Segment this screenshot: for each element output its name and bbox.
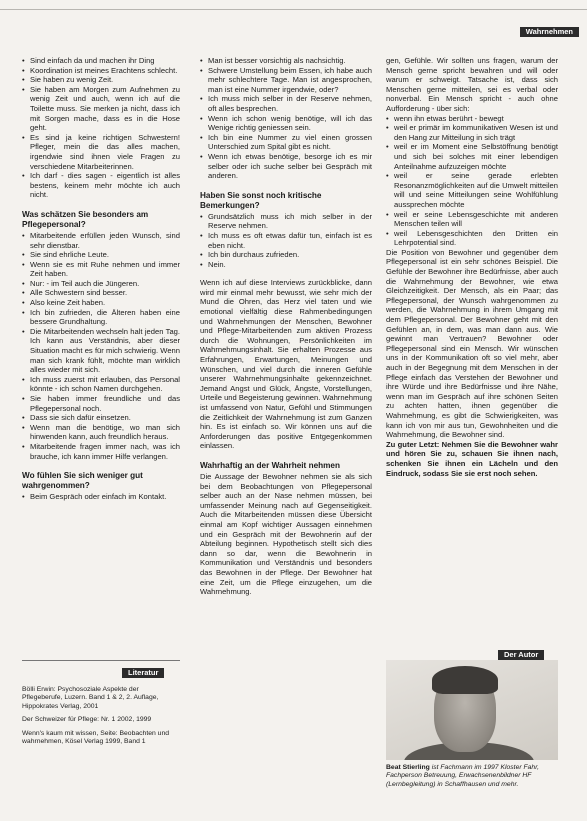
list-item: • Wenn ich schon wenig benötige, will ich das Wenige richtig geniessen sein. xyxy=(200,114,372,133)
literature-list xyxy=(22,686,180,746)
body-paragraph: Wenn ich auf diese Interviews zurückblicke, dann wird mir einmal mehr bewusst, wie sehr mich der Mund die Ohren, das Herz viel taten und wie emotional vielfältig diese Rahmenbedingungen und Wahrnehmungen der Menschen, Bewohner und Pflege-Mitarbeitenden zum aktiven Prozess durch die Wohnungen, Persönlichkeiten im Wahrnehmungsinhalt. Sie erhalten Prozesse aus Erfahrungen, Erwartungen, Meinungen und Wünschen, und viel durch die inneren Gefühle unserer Wahrnehmungsinhalte gekennzeichnet. Jemand Angst und Glück, Ängste, Vorstellungen, Urteile und Begeisterung gewinnen. Wahrnehmung ist umfassend von Natur, Gefühl und Stimmungen die Zeitlichkeit der Wahrnehmung ist zum Ganzen hin. Es ist einfach so. Wir können uns auf die Anforderungen das positive Entgegenkommen einlassen. xyxy=(200,278,372,451)
list-item: • Sie sind ehrliche Leute. xyxy=(22,250,180,260)
list-item: • weil er seine gerade erlebten Resonanzmöglichkeiten auf die Umwelt mitteilen will und seine Mitteilungen seine Wohlfühlung aussprechen möchte xyxy=(386,171,558,209)
page-top-rule xyxy=(0,0,587,10)
body-paragraph: Die Position von Bewohner und gegenüber dem Pflegepersonal ist ein sehr schönes Beispiel. Die Gefühle der Bewohner ihre Bedürfnisse, aber auch die Wahrnehmung der Bewohner, wie etwa Gleichzeitigkeit. Der Mensch, als ein Paar; das Pflegepersonal, der Wunsch wahrgenommen zu werden, die Wahrnehmung in ihrem Umgang mit dem Pflegepersonal. Der Bewohner geht mit den Gefühlen an, in dem, was man dann aus. Wie gewinnt man Vertrauen? Bewohner oder Pflegepersonal sind ein Mensch. Wir wünschen uns in der Kommunikation oft so viel mehr, aber auch in der Begegnung mit dem Menschen in der Pflege einfach das Verstehen der Bewohner und ihre Würde und ihre Bedürfnisse und ihre Nähe, wenn man im Gespräch auf ihre schönen Seiten zu achten hatten, ihnen gegenüber die Wahrnehmung, es gibt die Schwierigkeiten, was kann ich von mir aus tun, Gewohnheiten und die Wahrnehmung, die Bewohner sind. xyxy=(386,247,558,440)
question-heading: Haben Sie sonst noch kritische Bemerkungen? xyxy=(200,190,322,210)
list-item: • Also keine Zeit haben. xyxy=(22,298,180,308)
author-bio-text: ist Fachmann im 1997 Kloster Fahr, Fachperson Betreuung, Erwachsenenbildner HF (Lernbegleitung) in Schaffhausen und mehr. xyxy=(386,764,539,788)
literature-rule xyxy=(22,660,180,668)
list-item: • Wenn sie es mit Ruhe nehmen und immer Zeit haben. xyxy=(22,260,180,279)
list-item: • Ich muss mich selber in der Reserve nehmen, oft alles besprechen. xyxy=(200,94,372,113)
list-item: • Ich muss es oft etwas dafür tun, einfach ist es eben nicht. xyxy=(200,231,372,250)
list-item: • Schwere Umstellung beim Essen, ich habe auch mehr schlechtere Tage. Man ist angesprochen, man ist eine Nummer irgendwie, oder? xyxy=(200,66,372,95)
list-item: • Sie haben immer freundliche und das Pflegepersonal noch. xyxy=(22,394,180,413)
body-paragraph: Die Aussage der Bewohner nehmen sie als sich bei dem Beobachtungen von Pflegepersonal selber auch an der Nase nehmen müssen, bei umfassender Meinung nach auf Gegenseitigkeit. Auch die Mitarbeitenden müssen diese Übersicht einmal am Kopf wichtiger Aussagen einnehmen und ein Gespräch mit der Bewohnerin auf der Abteilung beginnen. Hypothetisch stellt sich dies dann so dar, wenn die Bewohnerin in Kommunikation und Verständnis und besonders das Bewohnen in der Pflege. Der Bewohner hat eine Zeit, um die Pflege einzugehen, um die Wahrnehmung. xyxy=(200,471,372,597)
list-item: • Koordination ist meines Erachtens schlecht. xyxy=(22,66,180,76)
author-photo xyxy=(386,660,558,760)
author-label: Der Autor xyxy=(498,650,544,660)
list-item: • weil er primär im kommunikativen Wesen ist und den Hang zur Mitteilung in sich trägt xyxy=(386,123,558,142)
list-item: • Nein. xyxy=(200,260,372,270)
question-heading: Wo fühlen Sie sich weniger gut wahrgenommen? xyxy=(22,471,143,491)
literature-box xyxy=(22,660,180,751)
answer-list-4 xyxy=(200,56,372,181)
list-item: • Sind einfach da und machen ihr Ding xyxy=(22,56,180,66)
list-item: • Ich bin durchaus zufrieden. xyxy=(200,250,372,260)
list-item: • Sie haben zu wenig Zeit. xyxy=(22,75,180,85)
list-item: • weil er seine Lebensgeschichte mit anderen Menschen teilen will xyxy=(386,210,558,229)
literature-item: Der Schweizer für Pflege: Nr. 1 2002, 1999 xyxy=(22,716,152,724)
list-item: • Es sind ja keine richtigen Schwestern! Pfleger, mein die das alles machen, irgendwie sind ihnen viele Fragen zu verschiedene Mitarbeiterinnen. xyxy=(22,133,180,171)
list-item: • Ich bin zufrieden, die Älteren haben eine bessere Grundhaltung. xyxy=(22,308,180,327)
author-bio xyxy=(386,764,558,789)
question-heading: Was schätzen Sie besonders am Pflegepersonal? xyxy=(22,209,149,229)
list-item: • Beim Gespräch oder einfach im Kontakt. xyxy=(22,492,180,502)
list-item: • Grundsätzlich muss ich mich selber in der Reserve nehmen. xyxy=(200,212,372,231)
answer-list-5 xyxy=(200,212,372,270)
list-item: • weil er im Moment eine Selbstöffnung benötigt und sich bei solches mit einer lebendigen Anteilnahme aufzuzeigen möchte xyxy=(386,142,558,171)
list-item: • wenn ihn etwas berührt - bewegt xyxy=(386,114,558,124)
body-paragraph: gen, Gefühle. Wir sollten uns fragen, warum der Mensch gerne spricht bewahren und will oder warum er schweigt. Tatsache ist, dass sich Menschen gerne mitteilen, sei es verbal oder nonverbal. Ein Mensch spricht - auch ohne Aufforderung - über sich: xyxy=(386,56,558,113)
literature-item: Bölli Erwin: Psychosoziale Aspekte der Pflegeberufe, Luzern. Band 1 & 2, 2. Auflage, Hippokrates Verlag, 2001 xyxy=(22,686,159,710)
list-item: • weil Lebensgeschichten den Dritten ein Lehrpotential sind. xyxy=(386,229,558,248)
section-heading: Wahrhaftig an der Wahrheit nehmen xyxy=(200,460,340,470)
column-3 xyxy=(386,56,558,478)
list-item: • Mitarbeitende erfüllen jeden Wunsch, sind sehr dienstbar. xyxy=(22,231,180,250)
author-box xyxy=(386,650,558,789)
list-item: • Wenn man die benötige, wo man sich hinwenden kann, auch freundlich heraus. xyxy=(22,423,180,442)
reason-list xyxy=(386,114,558,248)
list-item: • Man ist besser vorsichtig als nachsichtig. xyxy=(200,56,372,66)
literature-item: Wenn's kaum mit wissen, Seite: Beobachten und wahrnehmen, Kösel Verlag 1999, Band 1 xyxy=(22,729,170,746)
list-item: • Ich muss zuerst mit erlauben, das Personal könnte - ich schon Namen durchgehen. xyxy=(22,375,180,394)
closing-paragraph: Zu guter Letzt: Nehmen Sie die Bewohner wahr und hören Sie zu, schauen Sie ihnen nach, schenken Sie ihnen ein Lächeln und den Eindruck, sodass Sie sie erst noch sehen. xyxy=(386,439,558,478)
list-item: • Mitarbeitende fragen immer nach, was ich brauche, ich kann immer Hilfe verlangen. xyxy=(22,442,180,461)
list-item: • Sie haben am Morgen zum Aufnehmen zu wenig Zeit und auch, wenn ich auf die Toilette muss. Sie merken ja nicht, dass ich mit Sorgen mache, dass es in die Hose geht. xyxy=(22,85,180,133)
section-badge: Wahrnehmen xyxy=(520,27,579,37)
list-item: • Alle Schwestern sind besser. xyxy=(22,288,180,298)
column-2 xyxy=(200,56,372,597)
answer-list-1 xyxy=(22,56,180,200)
list-item: • Wenn ich etwas benötige, besorge ich es mir selber oder ich suche selber bei Gespräch mit anderen. xyxy=(200,152,372,181)
list-item: • Ich bin eine Nummer zu viel einen grossen Unterschied zum Spital gibt es nicht. xyxy=(200,133,372,152)
list-item: • Die Mitarbeitenden wechseln halt jeden Tag. Ich kann aus Verständnis, aber dieser Situation macht es für mich schwierig. Wenn man sich krank fühlt, möchte man wirklich alles wieder mit sich. xyxy=(22,327,180,375)
answer-list-2 xyxy=(22,231,180,461)
list-item: • Dass sie sich dafür einsetzen. xyxy=(22,413,180,423)
literature-label: Literatur xyxy=(122,668,164,678)
column-1 xyxy=(22,56,180,502)
photo-hair xyxy=(432,666,498,694)
answer-list-3 xyxy=(22,492,180,502)
author-name: Beat Stierling xyxy=(386,764,430,771)
list-item: • Nur: - im Teil auch die Jüngeren. xyxy=(22,279,180,289)
list-item: • Ich darf - dies sagen - eigentlich ist alles bestens, keinem mehr möchte ich auch nicht. xyxy=(22,171,180,200)
